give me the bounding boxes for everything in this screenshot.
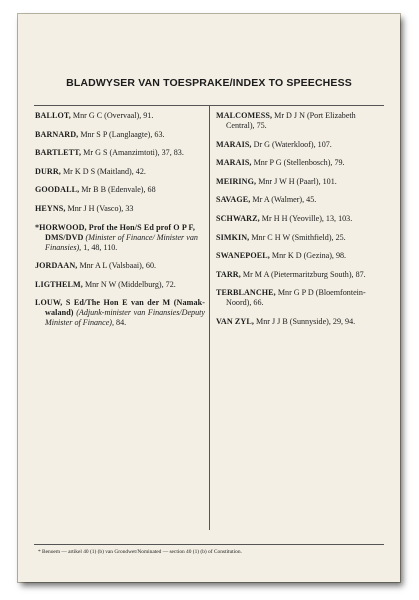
- entry-detail: Mnr C H W (Smithfield), 25.: [251, 232, 346, 242]
- index-entry: [35, 148, 205, 158]
- index-entry: [216, 214, 384, 224]
- entry-name: DURR,: [35, 166, 61, 176]
- index-entry: [216, 233, 384, 243]
- entry-name: LIGTHELM,: [35, 279, 83, 289]
- entry-name: LOUW, S Ed/The Hon E van der M (Namak-waland): [35, 298, 205, 318]
- entry-detail: Mnr J H (Vasco), 33: [67, 203, 134, 213]
- entry-detail: Dr G (Waterkloof), 107.: [253, 139, 332, 149]
- index-entry: [216, 270, 384, 280]
- index-entry: [35, 298, 205, 328]
- entry-office: (Minister of Finance/ Minister van Finansies),: [45, 232, 198, 252]
- entry-detail: Mr K D S (Maitland), 42.: [62, 166, 146, 176]
- index-entry: [216, 158, 384, 168]
- entry-name: BARTLETT,: [35, 148, 82, 158]
- entry-name: SIMKIN,: [216, 232, 250, 242]
- entry-name: MALCOMESS,: [216, 111, 273, 120]
- page-sheet: [18, 14, 400, 582]
- index-entry: [35, 111, 205, 121]
- index-entry: [216, 195, 384, 205]
- entry-detail: Mnr P G (Stellenbosch), 79.: [253, 158, 345, 168]
- entry-name: TERBLANCHE,: [216, 288, 276, 298]
- entry-name: HEYNS,: [35, 203, 66, 213]
- entry-detail: Mr A (Walmer), 45.: [252, 195, 317, 205]
- entry-detail: Mnr G P D (Bloemfontein-Noord), 66.: [226, 288, 366, 308]
- entry-name: MEIRING,: [216, 176, 257, 186]
- entry-detail: Mnr N W (Middelburg), 72.: [84, 279, 176, 289]
- entry-detail: 1, 48, 110.: [83, 242, 118, 252]
- entry-office: (Adjunk-minister van Finansies/Deputy Minister of Finance),: [45, 308, 205, 328]
- page-title: BLADWYSER VAN TOESPRAKE/INDEX TO SPEECHESS: [66, 77, 352, 89]
- footnote: * Benoem — artikel 40 (1) (b) van Grondwet/Nominated — section 40 (1) (b) of Constitution.: [38, 549, 242, 555]
- index-entry: [216, 251, 384, 261]
- index-entry: [216, 111, 384, 131]
- entry-detail: Mnr S P (Langlaagte), 63.: [80, 129, 165, 139]
- index-entry: [35, 204, 205, 214]
- entry-detail: Mr H H (Yeoville), 13, 103.: [261, 213, 353, 223]
- index-entry: [35, 280, 205, 290]
- entry-name: SWANEPOEL,: [216, 251, 270, 261]
- entry-detail: Mr D J N (Port Elizabeth Central), 75.: [226, 111, 356, 130]
- entry-name: GOODALL,: [35, 185, 80, 195]
- index-entry: [35, 261, 205, 271]
- entry-name: VAN ZYL,: [216, 316, 254, 326]
- entry-name: TARR,: [216, 269, 241, 279]
- entry-name: SCHWARZ,: [216, 213, 260, 223]
- entry-name: MARAIS,: [216, 158, 252, 168]
- entry-name: BARNARD,: [35, 129, 79, 139]
- entry-name: BALLOT,: [35, 111, 71, 120]
- entry-detail: Mr G S (Amanzimtoti), 37, 83.: [83, 148, 184, 158]
- column-divider: [209, 105, 210, 530]
- index-entry: [216, 177, 384, 187]
- entry-detail: Mnr A L (Valsbaai), 60.: [79, 261, 157, 271]
- index-entry: [35, 130, 205, 140]
- entry-detail: Mnr J J B (Sunnyside), 29, 94.: [256, 316, 356, 326]
- footnote-rule: [34, 544, 384, 545]
- index-entry: [216, 317, 384, 327]
- entry-name: MARAIS,: [216, 139, 252, 149]
- entry-name: JORDAAN,: [35, 261, 78, 271]
- index-column-right: [216, 111, 384, 336]
- entry-detail: Mnr K D (Gezina), 98.: [271, 251, 347, 261]
- index-entry: [216, 288, 384, 308]
- entry-detail: Mr M A (Pietermaritzburg South), 87.: [242, 269, 366, 279]
- entry-detail: Mnr G C (Overvaal), 91.: [72, 111, 154, 120]
- entry-detail: 84.: [116, 318, 127, 328]
- index-entry: [35, 223, 205, 253]
- index-entry: [216, 140, 384, 150]
- index-entry: [35, 185, 205, 195]
- entry-detail: Mnr J W H (Paarl), 101.: [258, 176, 337, 186]
- index-entry: [35, 167, 205, 177]
- entry-name: SAVAGE,: [216, 195, 251, 205]
- entry-detail: Mr B B (Edenvale), 68: [81, 185, 156, 195]
- entry-name: *HORWOOD, Prof the Hon/S Ed prof O P F, DMS/DVD: [35, 222, 195, 242]
- index-column-left: [35, 111, 205, 337]
